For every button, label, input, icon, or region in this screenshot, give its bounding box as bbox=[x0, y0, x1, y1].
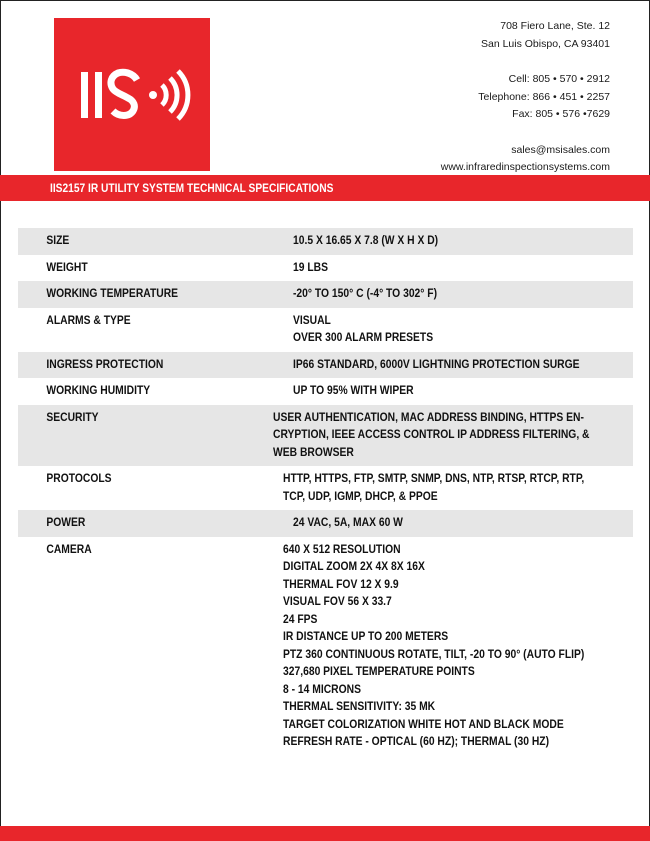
spec-value bbox=[293, 356, 585, 374]
spec-label: WORKING TEMPERATURE bbox=[46, 286, 179, 300]
spec-label: WEIGHT bbox=[46, 259, 88, 274]
spec-label: POWER bbox=[46, 515, 86, 529]
address-line-1: 708 Fiero Lane, Ste. 12 bbox=[500, 20, 610, 32]
address-line-2: San Luis Obispo, CA 93401 bbox=[480, 37, 610, 50]
spec-value-line: TCP, UDP, IGMP, DHCP, & PPOE bbox=[282, 488, 438, 503]
bottom-bar bbox=[0, 826, 650, 841]
spec-value-line: IR DISTANCE UP TO 200 METERS bbox=[282, 629, 448, 643]
spec-value-line: DIGITAL ZOOM 2X 4X 8X 16X bbox=[282, 559, 425, 573]
spec-value-line: UP TO 95% WITH WIPER bbox=[293, 383, 414, 397]
spec-label: SECURITY bbox=[46, 409, 99, 424]
spec-value-line: WEB BROWSER bbox=[273, 444, 354, 459]
spec-label: CAMERA bbox=[46, 541, 92, 556]
spec-value-line: 10.5 X 16.65 X 7.8 (W X H X D) bbox=[293, 233, 439, 247]
document-title: IIS2157 IR UTILITY SYSTEM TECHNICAL SPECIFICATIONS bbox=[50, 181, 334, 195]
spec-value-line: 19 LBS bbox=[293, 259, 329, 274]
spec-value-line: IP66 STANDARD, 6000V LIGHTNING PROTECTION SURGE bbox=[293, 356, 580, 371]
spec-row bbox=[18, 466, 633, 510]
spec-row bbox=[18, 255, 633, 282]
spec-value-line: TARGET COLORIZATION WHITE HOT AND BLACK MODE bbox=[282, 716, 564, 731]
spec-value bbox=[293, 259, 585, 277]
title-bar bbox=[0, 175, 650, 201]
spec-label: INGRESS PROTECTION bbox=[46, 356, 164, 371]
spec-value bbox=[293, 285, 585, 303]
spec-row bbox=[18, 281, 633, 308]
spec-value-line: -20° TO 150° C (-4° TO 302° F) bbox=[293, 286, 438, 300]
spec-row bbox=[18, 228, 633, 255]
spec-value bbox=[293, 312, 585, 347]
spec-label: SIZE bbox=[46, 233, 70, 247]
spec-value-line: THERMAL FOV 12 X 9.9 bbox=[282, 576, 399, 591]
spec-value-line: REFRESH RATE - OPTICAL (60 HZ); THERMAL (30 HZ) bbox=[282, 734, 549, 748]
telephone: Telephone: 866 • 451 • 2257 bbox=[478, 90, 610, 103]
spec-value-line: 640 X 512 RESOLUTION bbox=[282, 541, 401, 556]
spec-row bbox=[18, 510, 633, 537]
spec-value-line: CRYPTION, IEEE ACCESS CONTROL IP ADDRESS FILTERING, & bbox=[273, 427, 590, 441]
spec-value bbox=[293, 382, 585, 400]
spec-row bbox=[18, 308, 633, 352]
spec-row bbox=[18, 352, 633, 379]
email-link[interactable]: sales@msisales.com bbox=[511, 143, 610, 156]
spec-label: ALARMS & TYPE bbox=[46, 312, 131, 327]
specs-table bbox=[18, 228, 633, 756]
spec-value-line: PTZ 360 CONTINUOUS ROTATE, TILT, -20 TO 90° (AUTO FLIP) bbox=[282, 646, 584, 661]
cell-phone: Cell: 805 • 570 • 2912 bbox=[508, 73, 610, 85]
spec-row bbox=[18, 378, 633, 405]
spec-value bbox=[283, 541, 584, 751]
website-link[interactable]: www.infraredinspectionsystems.com bbox=[440, 161, 610, 173]
spec-label: PROTOCOLS bbox=[46, 471, 112, 485]
spec-row bbox=[18, 405, 633, 467]
spec-value-line: THERMAL SENSITIVITY: 35 MK bbox=[282, 699, 435, 713]
fax: Fax: 805 • 576 •7629 bbox=[512, 108, 610, 120]
spec-value-line: VISUAL bbox=[293, 312, 331, 327]
spec-value-line: 24 VAC, 5A, MAX 60 W bbox=[293, 515, 404, 529]
spec-value-line: 8 - 14 MICRONS bbox=[282, 681, 361, 696]
spec-value-line: 24 FPS bbox=[282, 611, 318, 626]
spec-value-line: USER AUTHENTICATION, MAC ADDRESS BINDING, HTTPS EN- bbox=[273, 409, 584, 424]
iis-logo-icon bbox=[67, 60, 197, 130]
spec-value bbox=[283, 470, 584, 505]
spec-value bbox=[293, 514, 585, 532]
spec-value-line: VISUAL FOV 56 X 33.7 bbox=[282, 594, 392, 608]
contact-block bbox=[350, 18, 610, 177]
spec-label: WORKING HUMIDITY bbox=[46, 383, 151, 397]
company-logo bbox=[54, 18, 210, 171]
spec-value bbox=[273, 409, 590, 462]
spec-value-line: 327,680 PIXEL TEMPERATURE POINTS bbox=[282, 664, 475, 678]
spec-value-line: OVER 300 ALARM PRESETS bbox=[293, 330, 434, 344]
spec-value bbox=[293, 232, 585, 250]
spec-row bbox=[18, 537, 633, 756]
spec-value-line: HTTP, HTTPS, FTP, SMTP, SNMP, DNS, NTP, RTSP, RTCP, RTP, bbox=[282, 471, 584, 485]
